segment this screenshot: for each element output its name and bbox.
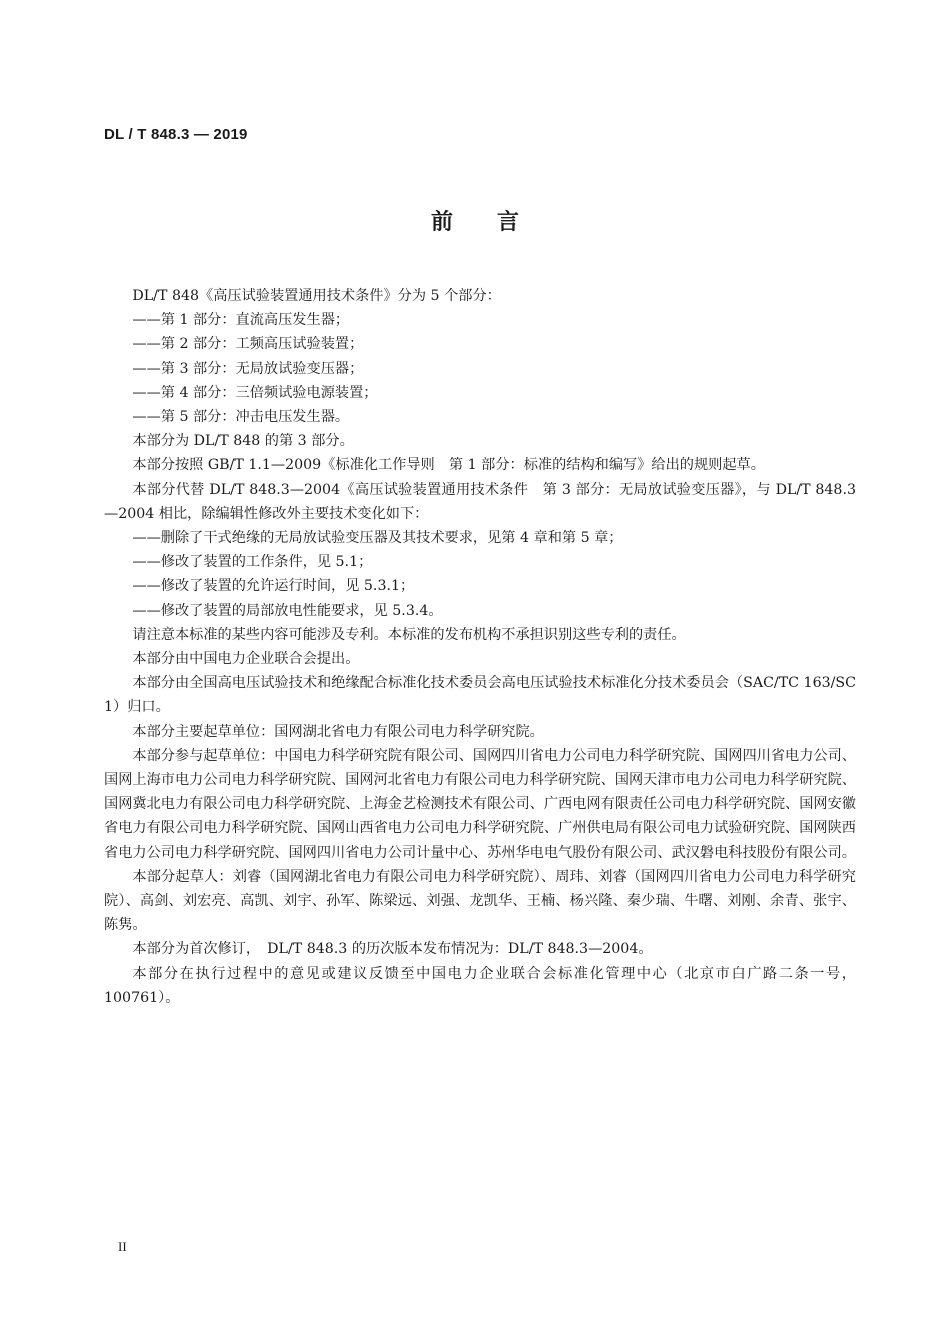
page-number: II (118, 1239, 127, 1254)
list-item: ——修改了装置的允许运行时间，见 5.3.1； (132, 578, 415, 595)
paragraph: 本部分主要起草单位：国网湖北省电力有限公司电力科学研究院。 (132, 723, 544, 740)
list-item: ——第 4 部分：三倍频试验电源装置； (132, 384, 378, 401)
paragraph: 本部分由中国电力企业联合会提出。 (132, 651, 360, 668)
list-item: ——第 5 部分：冲击电压发生器。 (132, 409, 350, 426)
list-item: ——修改了装置的工作条件，见 5.1； (132, 554, 373, 571)
preface-body (104, 284, 856, 1010)
list-item: ——删除了干式绝缘的无局放试验变压器及其技术要求，见第 4 章和第 5 章； (132, 530, 623, 547)
paragraph: 本部分为 DL/T 848 的第 3 部分。 (132, 433, 354, 450)
paragraph: 本部分起草人：刘睿（国网湖北省电力有限公司电力科学研究院）、周玮、刘睿（国网四川省电力公司电力科学研究院）、高剑、刘宏亮、高凯、刘宇、孙军、陈梁远、刘强、龙凯华、王楠、杨兴隆、秦少瑞、牛曙、刘刚、余青、张宇、陈隽。 (104, 868, 856, 934)
paragraph: 请注意本标准的某些内容可能涉及专利。本标准的发布机构不承担识别这些专利的责任。 (132, 626, 686, 643)
paragraph: 本部分参与起草单位：中国电力科学研究院有限公司、国网四川省电力公司电力科学研究院、国网四川省电力公司、国网上海市电力公司电力科学研究院、国网河北省电力有限公司电力科学研究院、国网天津市电力公司电力科学研究院、国网冀北电力有限公司电力科学研究院、上海金艺检测技术有限公司、广西电网有限责任公司电力科学研究院、国网安徽省电力有限公司电力科学研究院、国网山西省电力公司电力科学研究院、广州供电局有限公司电力试验研究院、国网陕西省电力公司电力科学研究院、国网四川省电力公司计量中心、苏州华电电气股份有限公司、武汉磐电科技股份有限公司。 (104, 747, 856, 861)
list-item: ——第 3 部分：无局放试验变压器； (132, 360, 364, 377)
standard-code: DL / T 848.3 — 2019 (104, 126, 248, 143)
paragraph: 本部分由全国高电压试验技术和绝缘配合标准化技术委员会高电压试验技术标准化分技术委员会（SAC/TC 163/SC 1）归口。 (104, 675, 856, 716)
list-item: ——修改了装置的局部放电性能要求，见 5.3.4。 (132, 602, 443, 619)
list-item: ——第 1 部分：直流高压发生器； (132, 312, 350, 329)
paragraph: 本部分按照 GB/T 1.1—2009《标准化工作导则 第 1 部分：标准的结构和编写》给出的规则起草。 (132, 457, 765, 474)
list-item: ——第 2 部分：工频高压试验装置； (132, 336, 364, 353)
paragraph: 本部分在执行过程中的意见或建议反馈至中国电力企业联合会标准化管理中心（北京市白广路二条一号，100761）。 (104, 965, 856, 1006)
paragraph: 本部分为首次修订， DL/T 848.3 的历次版本发布情况为：DL/T 848.3—2004。 (132, 941, 653, 958)
paragraph: DL/T 848《高压试验装置通用技术条件》分为 5 个部分： (132, 288, 501, 304)
page-title: 前言 (430, 210, 563, 235)
paragraph: 本部分代替 DL/T 848.3—2004《高压试验装置通用技术条件 第 3 部分：无局放试验变压器》，与 DL/T 848.3—2004 相比，除编辑性修改外主要技术变化如下： (104, 481, 856, 522)
